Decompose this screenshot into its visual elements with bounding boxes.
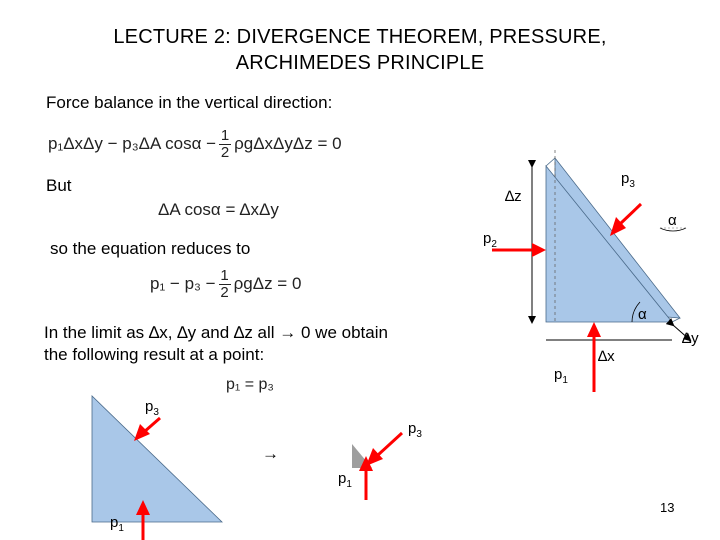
eq1-frac-den: 2 <box>220 143 230 161</box>
intro-text: Force balance in the vertical direction: <box>46 93 333 112</box>
p3-arrow-shaft <box>620 204 641 224</box>
label-dz: ∆z <box>505 188 522 205</box>
eq1-right: ρgΔxΔyΔz = 0 <box>234 134 342 153</box>
eq3-right: ρgΔz = 0 <box>233 274 302 293</box>
eq1-frac-num: 1 <box>220 126 230 144</box>
wedge-front-face <box>546 166 672 322</box>
label-p1-small-triangle: $p_1$ <box>110 514 124 534</box>
title-line-1: LECTURE 2: DIVERGENCE THEOREM, PRESSURE, <box>113 26 607 48</box>
label-dx: ∆x <box>598 348 615 365</box>
point-diagram <box>352 433 402 500</box>
title-line-2: ARCHIMEDES PRINCIPLE <box>235 52 485 74</box>
main-wedge <box>546 150 686 322</box>
limit-arrow-symbol: → <box>262 444 279 463</box>
label-alpha-top: α <box>668 212 677 229</box>
label-p2: $p_2$ <box>483 230 497 250</box>
p1-arrow-head <box>587 322 601 337</box>
page-number: 13 <box>660 500 675 515</box>
label-dy: ∆y <box>682 330 699 347</box>
area-equation: ΔA cosα = ΔxΔy <box>158 200 279 219</box>
reduces-text: so the equation reduces to <box>50 239 251 258</box>
label-p3-small-triangle: $p_3$ <box>145 398 159 418</box>
eq3-left: p₁ − p₃ − <box>150 274 216 293</box>
limit-text-line-1: In the limit as ∆x, ∆y and ∆z all → 0 we obtain <box>44 323 388 342</box>
eq3-frac-num: 1 <box>220 266 229 284</box>
label-alpha-bottom: α <box>638 306 647 323</box>
result-equation: p₁ = p₃ <box>226 376 274 393</box>
label-p1-main: $p_1$ <box>554 366 568 386</box>
p2-arrow-head <box>532 243 546 257</box>
eq1-left: p₁ΔxΔy − p₃ΔA cosα − <box>48 134 217 153</box>
but-label: But <box>46 176 72 195</box>
limit-text-line-2: the following result at a point: <box>44 345 265 364</box>
label-p3-main: $p_3$ <box>621 170 635 190</box>
label-p1-point: $p_1$ <box>338 470 352 490</box>
label-p3-point: $p_3$ <box>408 420 422 440</box>
eq3-frac-den: 2 <box>220 283 229 301</box>
